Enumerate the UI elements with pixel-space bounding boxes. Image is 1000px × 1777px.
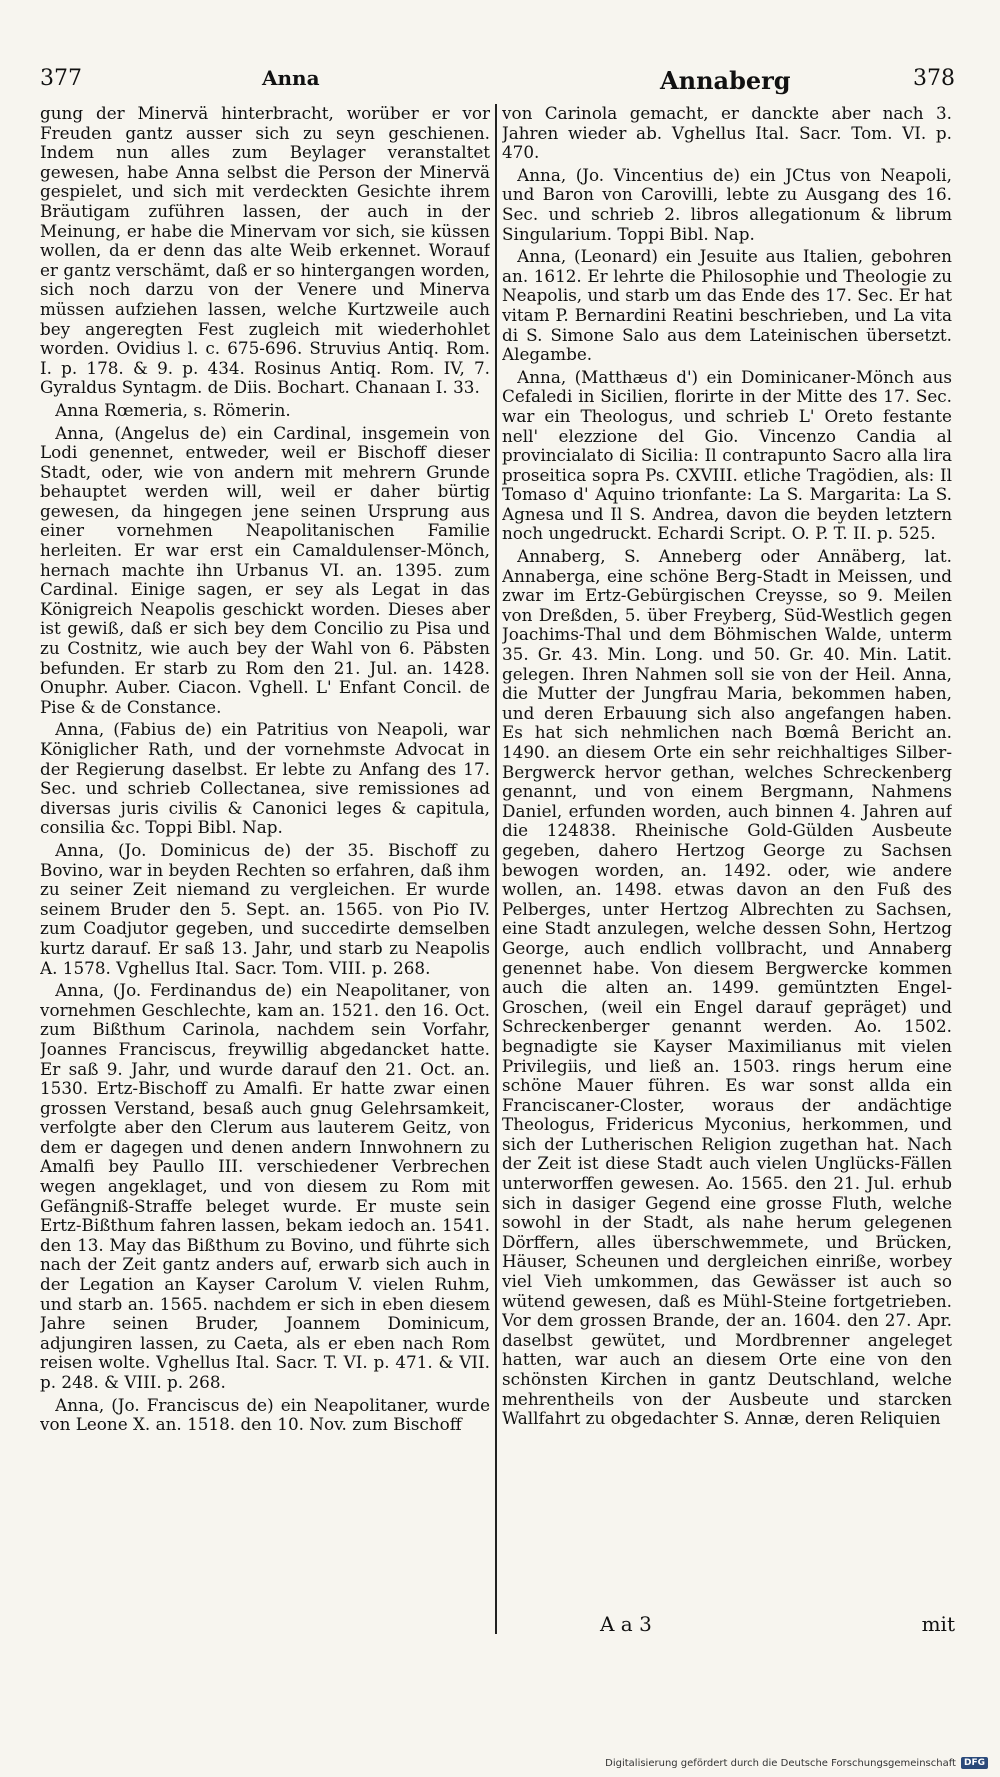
paragraph: Anna, (Jo. Franciscus de) ein Neapolitaner, wurde von Leone X. an. 1518. den 10. Nov. zum Bischoff bbox=[40, 1394, 490, 1435]
catchword: mit bbox=[921, 1612, 955, 1636]
paragraph: Anna, (Jo. Vincentius de) ein JCtus von Neapoli, und Baron von Carovilli, lebte zu Ausgang des 16. Sec. und schrieb 2. libros allegationum & librum Singularium. Toppi Bibl. Nap. bbox=[502, 164, 952, 244]
paragraph: Anna, (Matthæus d') ein Dominicaner-Mönch aus Cefaledi in Sicilien, florirte in der Mitte des 17. Sec. war ein Theologus, und schrieb L' Oreto festante nell' elezzione del Gio. Vincenzo Candia al provincialato di Sicilia: Il contrapunto Sacro alla lira proseitica sopra Ps. CXVIII. etliche Tragödien, als: Il Tomaso d' Aquino trionfante: La S. Margarita: La S. Agnesa und Il S. Andrea, davon die beyden letztern noch ungedruckt. Echardi Script. O. P. T. II. p. 525. bbox=[502, 366, 952, 544]
paragraph: Annaberg, S. Anneberg oder Annäberg, lat. Annaberga, eine schöne Berg-Stadt in Meissen, und zwar im Ertz-Gebürgischen Creysse, so 9. Meilen von Dreßden, 5. über Freyberg, Süd-Westlich gegen Joachims-Thal und dem Böhmischen Walde, unterm 35. Gr. 43. Min. Long. und 50. Gr. 40. Min. Latit. gelegen. Ihren Nahmen soll sie von der Heil. Anna, die Mutter der Jungfrau Maria, bekommen haben, und deren Erbauung sich also angefangen haben. Es hat sich nehmlichen nach Bœmâ Bericht an. 1490. an diesem Orte ein sehr reichhaltiges Silber-Bergwerck hervor gethan, welches Schreckenberg genannt, und von einem Bergmann, Nahmens Daniel, erfunden worden, auch binnen 4. Jahren auf die 124838. Rheinische Gold-Gülden Ausbeute gegeben, dahero Hertzog George zu Sachsen bewogen worden, an. 1492. oder, wie andere wollen, an. 1498. etwas davon an den Fuß des Pelberges, unter Hertzog Albrechten zu Sachsen, eine Stadt anzulegen, welche dessen Sohn, Hertzog George, auch endlich vollbracht, und Annaberg genennet habe. Von diesem Bergwercke kommen auch die alten an. 1499. gemüntzten Engel-Groschen, (weil ein Engel darauf gepräget) und Schreckenberger genannt werden. Ao. 1502. begnadigte sie Kayser Maximilianus mit vielen Privilegiis, und ließ an. 1503. rings herum eine schöne Mauer führen. Es war sonst allda ein Franciscaner-Closter, woraus der andächtige Theologus, Fridericus Myconius, herkommen, und sich der Lutherischen Religion zugethan hat. Nach der Zeit ist diese Stadt auch vielen Unglücks-Fällen unterworffen gewesen. Ao. 1565. den 21. Jul. erhub sich in dasiger Gegend eine grosse Fluth, welche sowohl in der Stadt, als nahe herum gelegenen Dörffern, alles überschwemmete, und Brücken, Häuser, Scheunen und dergleichen einriße, worbey viel Vieh umkommen, das Gewässer ist auch so wütend gewesen, daß es Mühl-Steine fortgetrieben. Vor dem grossen Brande, der an. 1604. den 27. Apr. daselbst gewütet, und Mordbrenner angeleget hatten, war auch an diesem Orte eine von den schönsten Kirchen in gantz Deutschland, welche mehrentheils von der Ausbeute und starcken Wallfahrt zu obgedachter S. Annæ, deren Reliquien bbox=[502, 546, 952, 1429]
left-column bbox=[40, 104, 490, 1604]
paragraph: Anna Rœmeria, s. Römerin. bbox=[55, 399, 291, 420]
paragraph: Anna, (Jo. Ferdinandus de) ein Neapolitaner, von vornehmen Geschlechte, kam an. 1521. den 16. Oct. zum Bißthum Carinola, nachdem sein Vorfahr, Joannes Franciscus, freywillig abgedancket hatte. Er saß 9. Jahr, und wurde darauf den 21. Oct. an. 1530. Ertz-Bischoff zu Amalfi. Er hatte zwar einen grossen Verstand, besaß auch gnug Gelehrsamkeit, verfolgte aber den Clerum aus lauterem Geitz, von dem er dagegen und denen andern Innwohnern zu Amalfi bey Paullo III. verschiedener Verbrechen wegen angeklaget, und von diesem zu Rom mit Gefängniß-Straffe beleget wurde. Er muste sein Ertz-Bißthum fahren lassen, bekam iedoch an. 1541. den 13. May das Bißthum zu Bovino, und führte sich nach der Zeit gantz anders auf, erwarb sich auch in der Legation an Kayser Carolum V. vielen Ruhm, und starb an. 1565. nachdem er sich in eben diesem Jahre seinen Bruder, Joannem Dominicum, adjungiren lassen, zu Caeta, als er eben nach Rom reisen wolte. Vghellus Ital. Sacr. T. VI. p. 471. & VII. p. 248. & VIII. p. 268. bbox=[40, 980, 490, 1392]
credit-text: Digitalisierung gefördert durch die Deutsche Forschungsgemeinschaft bbox=[605, 1757, 956, 1769]
header-title-right: Annaberg bbox=[660, 66, 791, 95]
paragraph: Anna, (Fabius de) ein Patritius von Neapoli, war Königlicher Rath, und der vornehmste Advocat in der Regierung daselbst. Er lebte zu Anfang des 17. Sec. und schrieb Collectanea, sive remissiones ad diversas juris civilis & Canonici leges & capitula, consilia &c. Toppi Bibl. Nap. bbox=[40, 719, 490, 838]
right-column bbox=[502, 104, 952, 1604]
page-number-right: 378 bbox=[913, 66, 955, 91]
page-number-left: 377 bbox=[40, 66, 82, 91]
paragraph: von Carinola gemacht, er danckte aber nach 3. Jahren wieder ab. Vghellus Ital. Sacr. Tom. VI. p. 470. bbox=[502, 104, 952, 163]
signature-mark: A a 3 bbox=[600, 1612, 652, 1636]
column-divider bbox=[495, 104, 497, 1634]
paragraph: Anna, (Angelus de) ein Cardinal, insgemein von Lodi genennet, entweder, weil er Bischoff dieser Stadt, oder, wie von andern mit mehrern Grunde behauptet werden will, weil er daher bürtig gewesen, da hingegen jene seinen Ursprung aus einer vornehmen Neapolitanischen Familie herleiten. Er war erst ein Camaldulenser-Mönch, hernach machte ihn Urbanus VI. an. 1395. zum Cardinal. Einige sagen, er sey als Legat in das Königreich Neapolis geschickt worden. Dieses aber ist gewiß, daß er sich bey dem Concilio zu Pisa und zu Costnitz, wie auch bey der Wahl von 6. Päbsten befunden. Er starb zu Rom den 21. Jul. an. 1428. Onuphr. Auber. Ciacon. Vghell. L' Enfant Concil. de Pise & de Constance. bbox=[40, 422, 490, 717]
paragraph: Anna, (Jo. Dominicus de) der 35. Bischoff zu Bovino, war in beyden Rechten so erfahren, daß ihm zu seiner Zeit niemand zu vergleichen. Er wurde seinem Bruder den 5. Sept. an. 1565. von Pio IV. zum Coadjutor gegeben, und succedirte demselben kurtz darauf. Er saß 13. Jahr, und starb zu Neapolis A. 1578. Vghellus Ital. Sacr. Tom. VIII. p. 268. bbox=[40, 839, 490, 978]
dfg-logo: DFG bbox=[961, 1757, 988, 1769]
header-title-left: Anna bbox=[262, 66, 320, 90]
page-footer bbox=[40, 1612, 955, 1646]
running-header bbox=[40, 62, 955, 102]
paragraph: gung der Minervä hinterbracht, worüber er vor Freuden gantz ausser sich zu seyn geschienen. Indem nun alles zum Beylager veranstaltet gewesen, habe Anna selbst die Person der Minervä gespielet, und sich mit verdeckten Gesichte ihrem Bräutigam zuführen lassen, der auch in der Meinung, er habe die Minervam vor sich, sie küssen wollen, da er denn das alte Weib erkennet. Worauf er gantz verschämt, daß er so hintergangen worden, sich noch darzu von der Venere und Minerva müssen aufziehen lassen, welche Kurtzweile auch bey angeregten Fest zugleich mit wiederhohlet worden. Ovidius l. c. 675-696. Struvius Antiq. Rom. I. p. 178. & 9. p. 434. Rosinus Antiq. Rom. IV, 7. Gyraldus Syntagm. de Diis. Bochart. Chanaan I. 33. bbox=[40, 104, 490, 398]
digitization-credit bbox=[605, 1757, 988, 1769]
paragraph: Anna, (Leonard) ein Jesuite aus Italien, gebohren an. 1612. Er lehrte die Philosophie und Theologie zu Neapolis, und starb um das Ende des 17. Sec. Er hat vitam P. Bernardini Reatini beschrieben, und La vita di S. Simone Salo aus dem Lateinischen übersetzt. Alegambe. bbox=[502, 246, 952, 365]
